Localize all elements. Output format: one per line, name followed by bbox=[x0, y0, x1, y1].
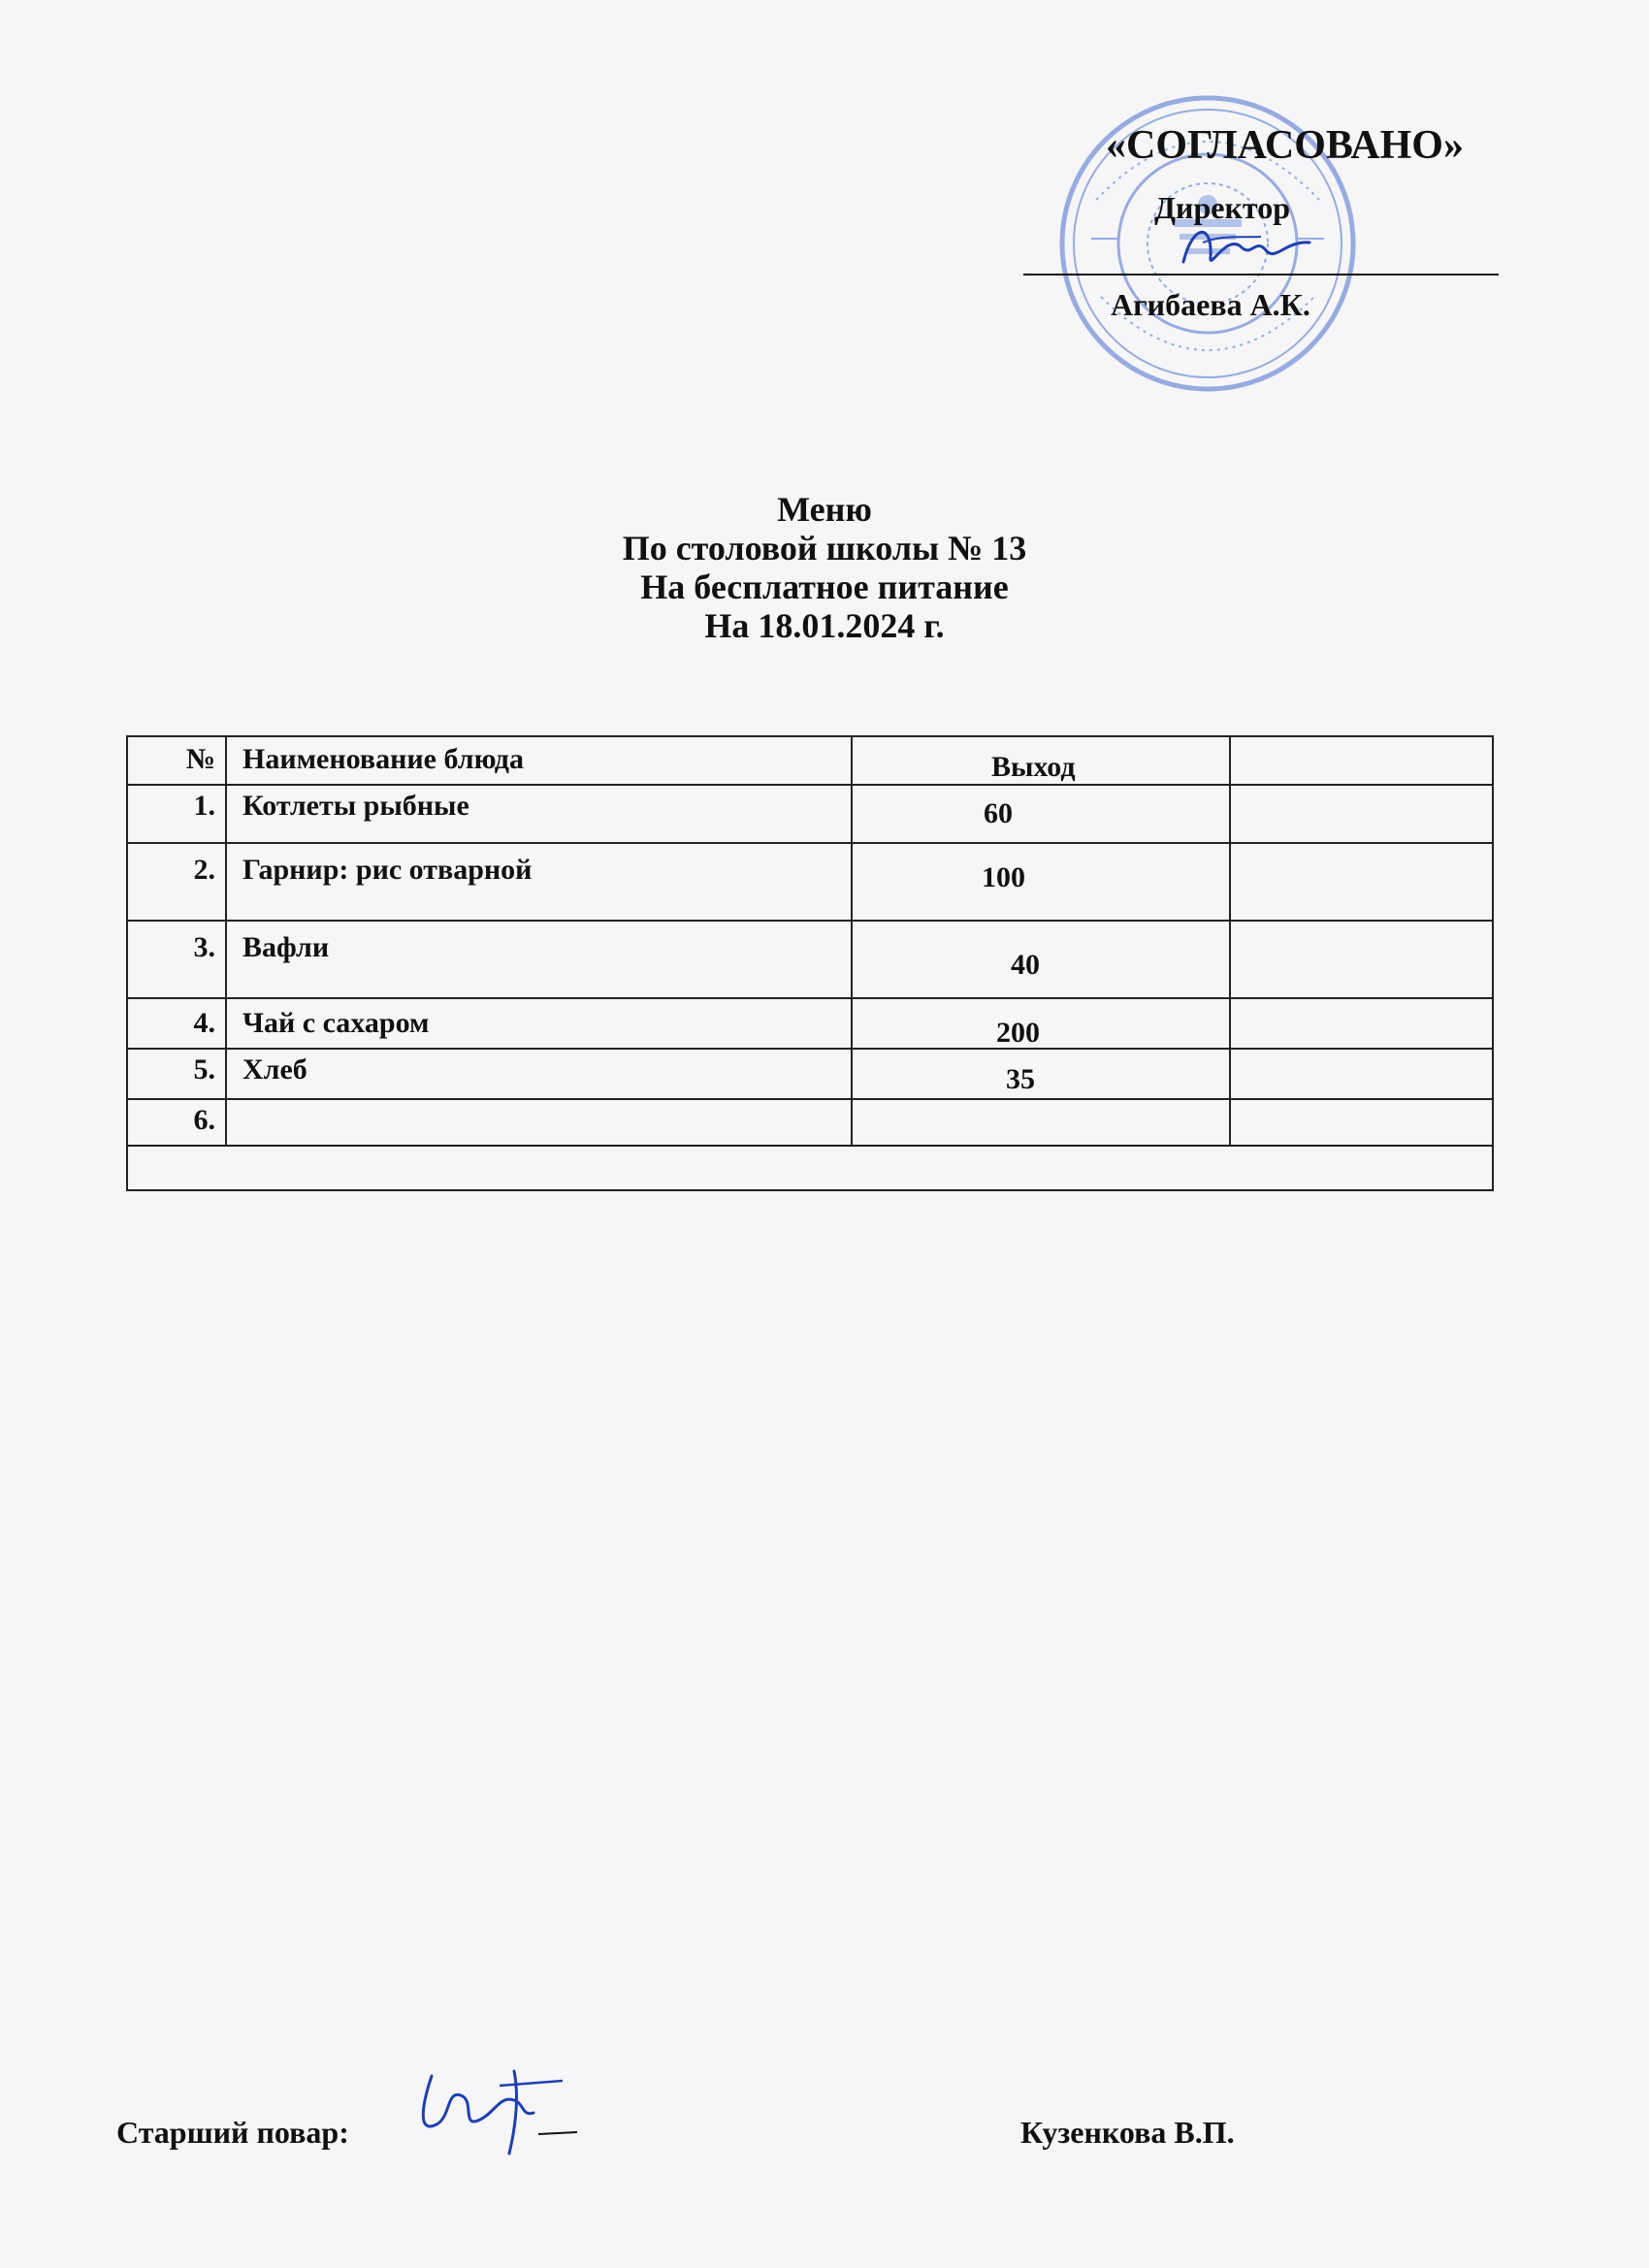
director-signature bbox=[1174, 213, 1319, 281]
row-divider bbox=[128, 842, 1492, 844]
director-name: Агибаева А.К. bbox=[1111, 287, 1310, 322]
row-number: 2. bbox=[193, 854, 215, 886]
row-divider bbox=[128, 1048, 1492, 1050]
column-divider bbox=[851, 737, 853, 1145]
heading-title: Меню bbox=[777, 490, 872, 529]
approval-title: «СОГЛАСОВАНО» bbox=[1106, 123, 1464, 168]
heading-purpose: На бесплатное питание bbox=[640, 567, 1009, 606]
row-output: 200 bbox=[996, 1017, 1040, 1049]
heading-school: По столовой школы № 13 bbox=[622, 529, 1027, 567]
column-divider bbox=[1229, 737, 1231, 1145]
row-output: 60 bbox=[984, 797, 1013, 829]
senior-cook-label: Старший повар: bbox=[116, 2115, 349, 2150]
row-divider bbox=[128, 920, 1492, 922]
column-divider bbox=[225, 737, 227, 1145]
header-dish-name: Наименование блюда bbox=[242, 743, 524, 775]
row-number: 4. bbox=[193, 1007, 215, 1039]
row-divider bbox=[128, 997, 1492, 999]
row-dish-name: Чай с сахаром bbox=[242, 1007, 430, 1039]
row-output: 40 bbox=[1011, 949, 1040, 981]
row-divider bbox=[128, 1098, 1492, 1100]
row-output: 100 bbox=[982, 861, 1025, 893]
row-dish-name: Хлеб bbox=[242, 1053, 307, 1085]
approval-role: Директор bbox=[1154, 190, 1290, 225]
row-dish-name: Гарнир: рис отварной bbox=[242, 854, 533, 886]
row-number: 5. bbox=[193, 1053, 215, 1085]
row-number: 6. bbox=[193, 1104, 215, 1136]
header-output: Выход bbox=[991, 751, 1076, 783]
row-divider bbox=[128, 1145, 1492, 1147]
header-number: № bbox=[185, 743, 215, 775]
signature-line bbox=[1023, 274, 1499, 275]
heading-date: На 18.01.2024 г. bbox=[704, 606, 945, 645]
cook-signature bbox=[407, 2057, 582, 2163]
row-dish-name: Вафли bbox=[242, 931, 330, 963]
senior-cook-name: Кузенкова В.П. bbox=[1020, 2115, 1235, 2150]
row-output: 35 bbox=[1006, 1063, 1035, 1095]
menu-table bbox=[126, 735, 1494, 1191]
document-heading bbox=[485, 490, 1164, 645]
row-divider bbox=[128, 784, 1492, 786]
row-number: 3. bbox=[193, 931, 215, 963]
row-dish-name: Котлеты рыбные bbox=[242, 790, 469, 822]
row-number: 1. bbox=[193, 790, 215, 822]
